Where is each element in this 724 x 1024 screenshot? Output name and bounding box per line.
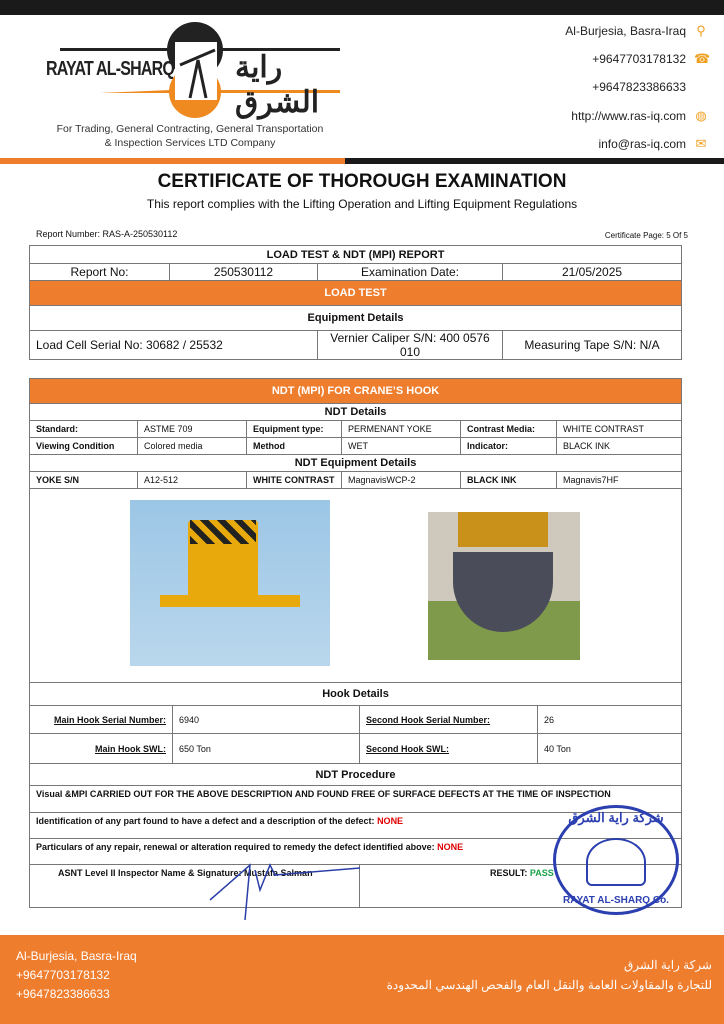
viewing-condition-label: Viewing Condition — [30, 438, 138, 455]
exam-date-label: Examination Date: — [318, 264, 503, 281]
vernier-caliper-serial: Vernier Caliper S/N: 400 0576 010 — [318, 331, 503, 360]
load-cell-serial: Load Cell Serial No: 30682 / 25532 — [30, 331, 318, 360]
white-contrast-label: WHITE CONTRAST — [247, 472, 342, 489]
indicator-label: Indicator: — [461, 438, 557, 455]
ndt-procedure-heading: NDT Procedure — [30, 764, 682, 786]
indicator-value: BLACK INK — [557, 438, 682, 455]
load-test-table — [29, 245, 682, 360]
contrast-media-label: Contrast Media: — [461, 421, 557, 438]
ndt-equipment-heading: NDT Equipment Details — [30, 455, 682, 472]
page-title: CERTIFICATE OF THOROUGH EXAMINATION — [157, 171, 567, 192]
photos-cell — [30, 489, 682, 683]
location-pin-icon: ⚲ — [696, 23, 706, 38]
method-label: Method — [247, 438, 342, 455]
contact-email[interactable] — [598, 137, 708, 151]
top-bar — [0, 0, 724, 15]
viewing-condition-value: Colored media — [138, 438, 247, 455]
defect-identification: Identification of any part found to have a defect and a description of the defect: NONE — [30, 813, 682, 839]
hook-photo — [428, 512, 580, 660]
main-hook-serial-value: 6940 — [173, 706, 360, 734]
black-ink-label: BLACK INK — [461, 472, 557, 489]
contrast-media-value: WHITE CONTRAST — [557, 421, 682, 438]
second-hook-serial-label: Second Hook Serial Number: — [360, 706, 538, 734]
result: RESULT: PASS — [360, 865, 682, 908]
brand-name-en: RAYAT AL-SHARQ — [46, 58, 175, 80]
inspector-signature: ASNT Level II Inspector Name & Signature: Mustafa Salman — [30, 865, 360, 908]
tagline — [30, 122, 350, 150]
footer-address: Al-Burjesia, Basra-Iraq — [16, 949, 137, 963]
contact-text: +9647703178132 — [592, 52, 686, 66]
hook-details-heading: Hook Details — [30, 683, 682, 706]
ndt-heading: NDT (MPI) FOR CRANE’S HOOK — [30, 379, 682, 404]
globe-icon: ◍ — [695, 108, 707, 123]
main-hook-swl-value: 650 Ton — [173, 734, 360, 764]
footer — [0, 935, 724, 1024]
company-stamp: شركة راية الشرق RAYAT AL-SHARQ Co. — [553, 805, 679, 915]
contact-website[interactable] — [571, 109, 708, 123]
ndt-details-heading: NDT Details — [30, 404, 682, 421]
contact-phone-1 — [592, 51, 711, 66]
ndt-table — [29, 378, 682, 706]
certificate-page: Certificate Page: 5 Of 5 — [604, 231, 688, 240]
header-stripe-orange — [0, 158, 345, 164]
footer-company-ar: شركة راية الشرق — [623, 958, 712, 972]
website-link[interactable]: http://www.ras-iq.com — [571, 109, 686, 123]
exam-date-value: 21/05/2025 — [503, 264, 682, 281]
company-logo — [40, 20, 350, 120]
standard-value: ASTME 709 — [138, 421, 247, 438]
footer-phone-1: +9647703178132 — [16, 968, 110, 982]
contact-text: +9647823386633 — [592, 80, 686, 94]
report-no-label: Report No: — [30, 264, 170, 281]
contact-phone-2 — [592, 80, 686, 94]
measuring-tape-serial: Measuring Tape S/N: N/A — [503, 331, 682, 360]
envelope-icon: ✉ — [695, 136, 707, 151]
defect-identification-value: NONE — [377, 816, 404, 826]
tagline-line-1: For Trading, General Contracting, General Transportation — [56, 123, 324, 135]
contact-address — [565, 24, 708, 38]
white-contrast-value: MagnavisWCP-2 — [342, 472, 461, 489]
equipment-type-label: Equipment type: — [247, 421, 342, 438]
black-ink-value: Magnavis7HF — [557, 472, 682, 489]
yoke-sn-label: YOKE S/N — [30, 472, 138, 489]
result-value: PASS — [529, 868, 554, 878]
repair-particulars: Particulars of any repair, renewal or alteration required to remedy the defect identified above: NONE — [30, 839, 682, 865]
main-hook-serial-label: Main Hook Serial Number: — [30, 706, 173, 734]
footer-desc-ar: للتجارة والمقاولات العامة والنقل العام والفحص الهندسي المحدودة — [386, 978, 712, 992]
yoke-sn-value: A12-512 — [138, 472, 247, 489]
repair-particulars-value: NONE — [437, 842, 464, 852]
brand-name-ar: راية الشرق — [235, 51, 320, 119]
method-value: WET — [342, 438, 461, 455]
equipment-details-heading: Equipment Details — [30, 306, 682, 331]
email-link[interactable]: info@ras-iq.com — [598, 137, 686, 151]
report-number: Report Number: RAS-A-250530112 — [36, 229, 178, 239]
second-hook-swl-label: Second Hook SWL: — [360, 734, 538, 764]
second-hook-serial-value: 26 — [538, 706, 682, 734]
procedure-text: Visual &MPI CARRIED OUT FOR THE ABOVE DESCRIPTION AND FOUND FREE OF SURFACE DEFECTS AT THE TIME OF INSPECTION — [30, 786, 682, 813]
signature — [200, 860, 380, 930]
second-hook-swl-value: 40 Ton — [538, 734, 682, 764]
load-test-heading: LOAD TEST & NDT (MPI) REPORT — [30, 246, 682, 264]
header-stripe-dark — [345, 158, 724, 164]
contact-text: Al-Burjesia, Basra-Iraq — [565, 24, 686, 38]
report-no-value: 250530112 — [170, 264, 318, 281]
footer-phone-2: +9647823386633 — [16, 987, 110, 1001]
main-hook-swl-label: Main Hook SWL: — [30, 734, 173, 764]
standard-label: Standard: — [30, 421, 138, 438]
phone-icon: ☎ — [694, 51, 711, 66]
equipment-type-value: PERMENANT YOKE — [342, 421, 461, 438]
page-subtitle: This report complies with the Lifting Operation and Lifting Equipment Regulations — [146, 197, 578, 211]
tagline-line-2: & Inspection Services LTD Company — [104, 137, 276, 149]
load-test-section: LOAD TEST — [30, 281, 682, 306]
crane-block-photo — [130, 500, 330, 666]
